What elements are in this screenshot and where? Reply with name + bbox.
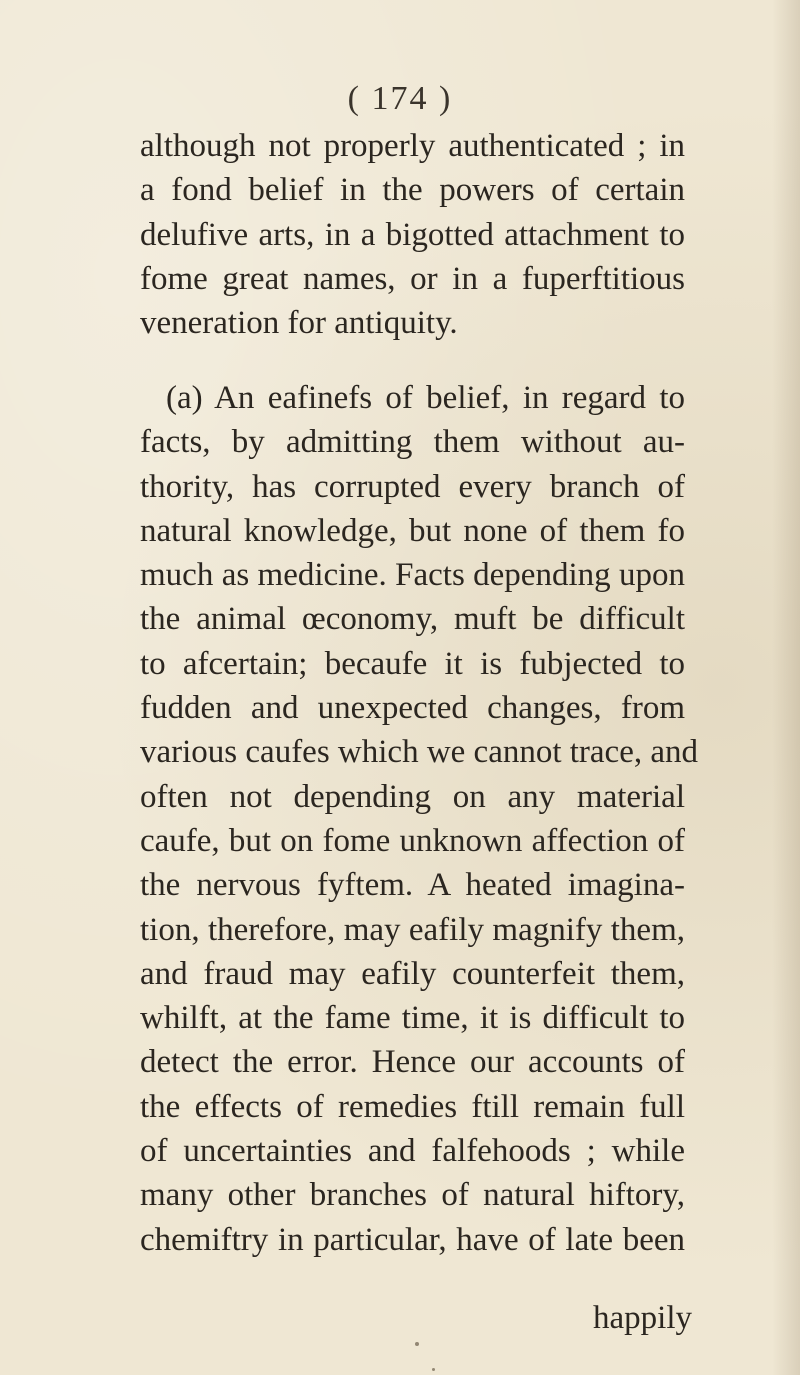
text-line: many other branches of natural hiftory, xyxy=(140,1177,685,1214)
page-edge-shadow xyxy=(772,0,800,1375)
text-line: whilft, at the fame time, it is difficult to xyxy=(140,1000,685,1037)
text-line: chemiftry in particular, have of late been xyxy=(140,1221,685,1258)
text-line: the nervous fyftem. A heated imagina- xyxy=(140,867,685,904)
text-line: a fond belief in the powers of certain xyxy=(140,172,685,209)
text-line: the animal œconomy, muft be difficult xyxy=(140,601,685,638)
text-line: fome great names, or in a fuperftitious xyxy=(140,260,685,297)
text-line: much as medicine. Facts depending upon xyxy=(140,557,685,594)
ink-speck xyxy=(432,1368,435,1371)
text-line: (a) An eafinefs of belief, in regard to xyxy=(166,380,685,416)
text-line: the effects of remedies ftill remain full xyxy=(140,1088,685,1125)
catchword: happily xyxy=(593,1300,692,1336)
ink-speck xyxy=(415,1342,419,1346)
text-line: delufive arts, in a bigotted attachment to xyxy=(140,216,685,253)
text-line: veneration for antiquity. xyxy=(140,305,458,342)
text-line: detect the error. Hence our accounts of xyxy=(140,1044,685,1081)
text-line: to afcertain; becaufe it is fubjected to xyxy=(140,645,685,682)
paragraph-2 xyxy=(140,376,699,1262)
text-line: fudden and unexpected changes, from xyxy=(140,690,685,727)
text-line: often not depending on any material xyxy=(140,778,685,815)
text-line: caufe, but on fome unknown affection of xyxy=(140,822,685,859)
text-line: of uncertainties and falfehoods ; while xyxy=(140,1133,685,1170)
paragraph-1 xyxy=(140,124,685,345)
text-line: facts, by admitting them without au- xyxy=(140,424,685,461)
page-number: ( 174 ) xyxy=(347,80,453,117)
text-line: natural knowledge, but none of them fo xyxy=(140,512,685,549)
text-line: various caufes which we cannot trace, and xyxy=(140,734,699,771)
text-line: tion, therefore, may eafily magnify them, xyxy=(140,911,685,948)
text-line: thority, has corrupted every branch of xyxy=(140,468,685,505)
text-line: and fraud may eafily counterfeit them, xyxy=(140,955,685,992)
text-line: although not properly authenticated ; in xyxy=(140,128,685,164)
